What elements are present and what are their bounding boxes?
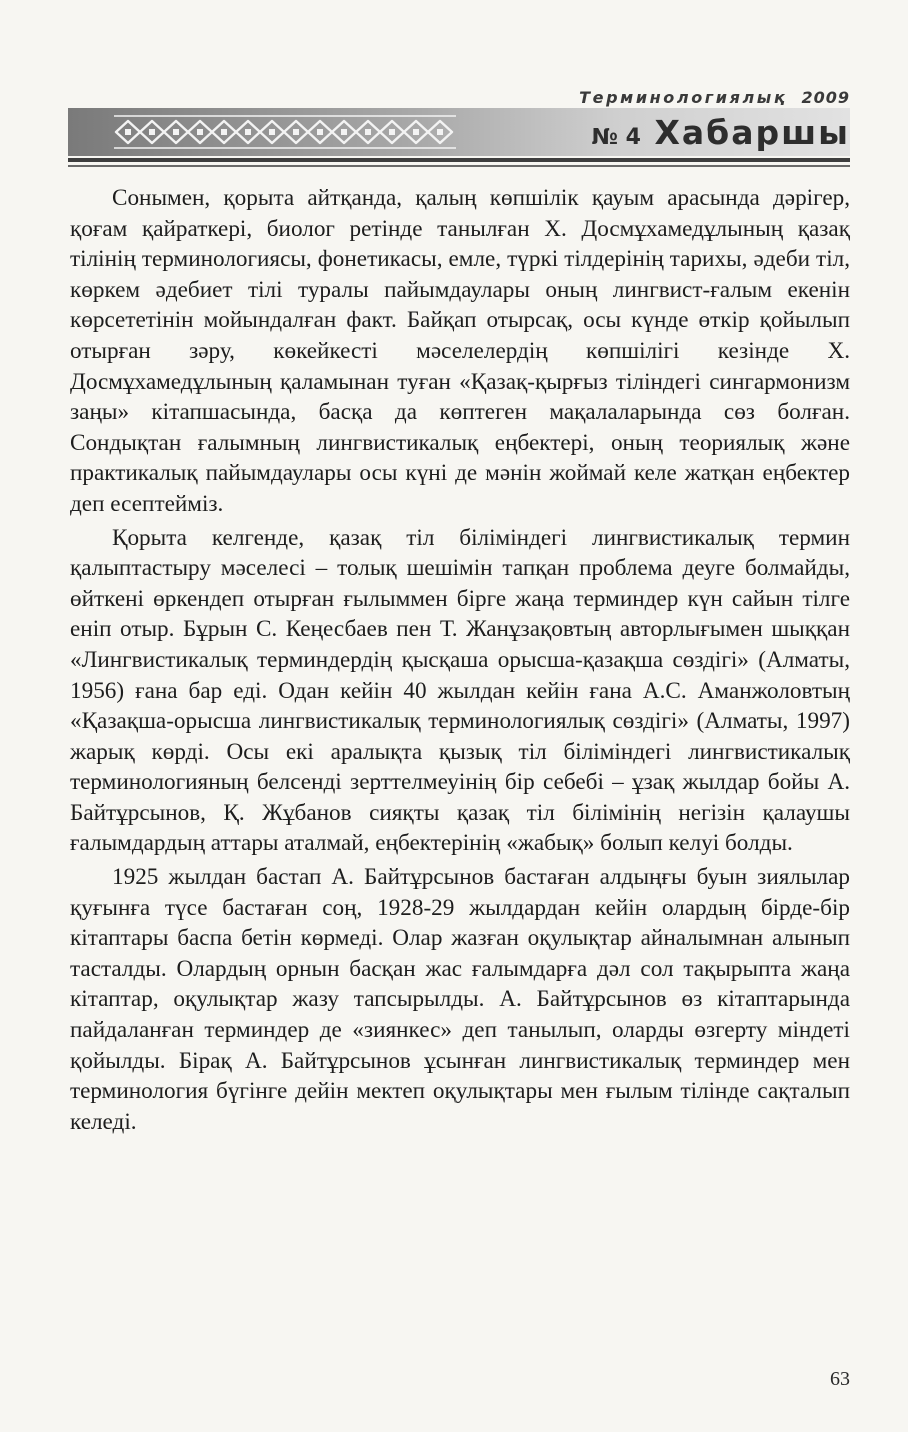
ornament-pattern-icon: [110, 113, 470, 151]
paragraph: 1925 жылдан бастап А. Байтұрсынов бастаған алдыңғы буын зиялылар қуғынға түсе бастаған соң, 1928-29 жылдардан кейін олардың бірде-бір кітаптары баспа бетін көрмеді. Олар жазған оқулықтар айналымнан алынып тасталды. Олардың орнын басқан жас ғалымдарға дәл сол тақырыпта жаңа кітаптар, оқулықтар жазу тапсырылды. А. Байтұрсынов өз кітаптарында пайдаланған терминдер де «зиянкес» деп танылып, оларды өзгерту міндеті қойылды. Бірақ А. Байтұрсынов ұсынған лингвистикалық терминдер мен терминология бүгінге дейін мектеп оқулықтары мен ғылым тілінде сақталып келеді.: [70, 864, 850, 1135]
journal-label: Терминологиялық: [579, 88, 788, 107]
journal-name: Хабаршы: [654, 113, 850, 152]
header-rule: [68, 158, 850, 162]
issue-number: № 4: [591, 125, 641, 150]
journal-header: [0, 88, 850, 107]
paragraph: Сонымен, қорыта айтқанда, қалың көпшілік қауым арасында дәрігер, қоғам қайраткері, биолог ретінде танылған Х. Досмұхамедұлының қазақ тілінің терминологиясы, фонетикасы, емле, түркі тілдерінің тарихы, әдеби тіл, көркем әдебиет тілі туралы пайымдаулары оның лингвист-ғалым екенін көрсететінін мойындалған факт. Байқап отырсақ, осы күнде өткір қойылып отырған зәру, көкейкесті мәселелердің көпшілігі кезінде Х. Досмұхамедұлының қаламынан туған «Қазақ-қырғыз тіліндегі сингармонизм заңы» кітапшасында, басқа да көптеген мақалаларында сөз болған. Сондықтан ғалымның лингвистикалық еңбектері, оның теориялық және практикалық пайымдаулары осы күні де мәнін жоймай келе жатқан еңбектер деп есептейміз.: [70, 185, 850, 517]
page-number: 63: [830, 1368, 850, 1390]
issue-title: [591, 110, 850, 156]
header-rule-thin: [68, 165, 850, 167]
paragraph: Қорыта келгенде, қазақ тіл біліміндегі лингвистикалық термин қалыптастыру мәселесі – толық шешімін тапқан проблема деуге болмайды, өйткені өркендеп отырған ғылыммен бірге жаңа терминдер күн сайын тілге еніп отыр. Бұрын С. Кеңесбаев пен Т. Жанұзақовтың авторлығымен шыққан «Лингвистикалық терминдердің қысқаша орысша-қазақша сөздігі» (Алматы, 1956) ғана бар еді. Одан кейін 40 жылдан кейін ғана А.С. Аманжоловтың «Қазақша-орысша лингвистикалық терминологиялық сөздігі» (Алматы, 1997) жарық көрді. Осы екі аралықта қызық тіл біліміндегі лингвистикалық терминологияның белсенді зерттелмеуінің бір себебі – ұзақ жылдар бойы А. Байтұрсынов, Қ. Жұбанов сияқты қазақ тіл білімінің негізін қалаушы ғалымдардың аттары аталмай, еңбектерінің «жабық» болып келуі болды.: [70, 524, 850, 857]
article-body: [70, 183, 850, 1140]
journal-year: 2009: [801, 88, 850, 107]
